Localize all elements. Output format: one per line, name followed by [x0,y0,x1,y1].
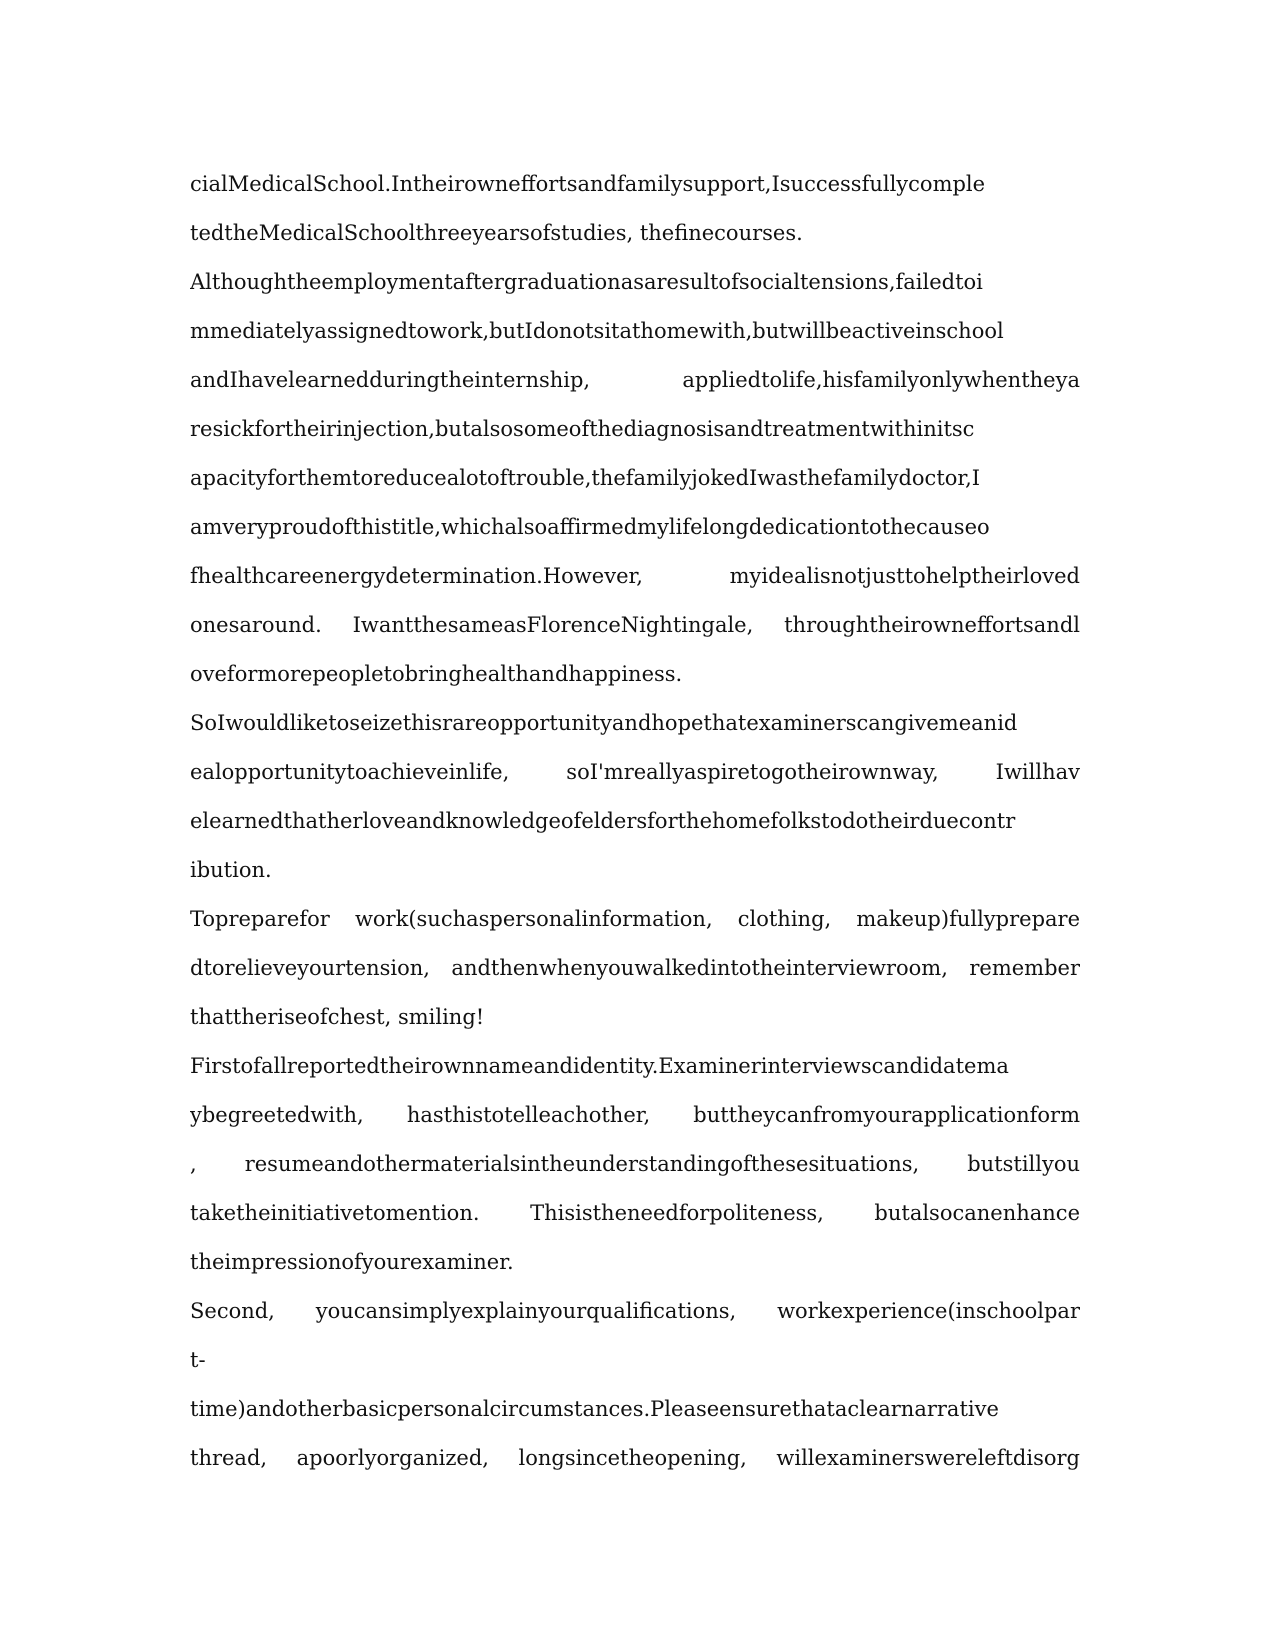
document-body [190,160,1080,1483]
text-line: Firstofallreportedtheirownnameandidentity.Examinerinterviewscandidatema [190,1054,1009,1078]
text-line: amveryproudofthistitle,whichalsoaffirmedmylifelongdedicationtothecauseo [190,515,990,539]
text-line: thattheriseofchest, smiling! [190,1005,485,1029]
text-line: mmediatelyassignedtowork,butIdonotsitathomewith,butwillbeactiveinschool [190,319,1004,343]
text-line: oveformorepeopletobringhealthandhappiness. [190,662,683,686]
text-line: ybegreetedwith, hasthistotelleachother, buttheycanfromyourapplicationform [190,1103,1080,1127]
text-line: thread, apoorlyorganized, longsincetheopening, willexaminerswereleftdisorg [190,1446,1080,1470]
text-line: Second, youcansimplyexplainyourqualifications, workexperience(inschoolpar [190,1299,1080,1323]
text-line: elearnedthatherloveandknowledgeofeldersforthehomefolkstodotheirduecontr [190,809,1016,833]
text-line: SoIwouldliketoseizethisrareopportunityandhopethatexaminerscangivemeanid [190,711,1018,735]
text-line: time)andotherbasicpersonalcircumstances.Pleaseensurethataclearnarrative [190,1397,999,1421]
text-line: Althoughtheemploymentaftergraduationasaresultofsocialtensions,failedtoi [190,270,983,294]
text-line: ibution. [190,858,272,882]
text-line: tedtheMedicalSchoolthreeyearsofstudies, thefinecourses. [190,221,803,245]
text-line: , resumeandothermaterialsintheunderstandingofthesesituations, butstillyou [190,1152,1080,1176]
text-line: taketheinitiativetomention. Thisistheneedforpoliteness, butalsocanenhance [190,1201,1080,1225]
text-line: resickfortheirinjection,butalsosomeofthediagnosisandtreatmentwithinitsc [190,417,975,441]
text-line: dtorelieveyourtension, andthenwhenyouwalkedintotheinterviewroom, remember [190,956,1080,980]
text-line: ealopportunitytoachieveinlife, soI'mreallyaspiretogotheirownway, Iwillhav [190,760,1080,784]
text-line: theimpressionofyourexaminer. [190,1250,514,1274]
text-line: t- [190,1348,206,1372]
text-line: cialMedicalSchool.Intheirowneffortsandfamilysupport,Isuccessfullycomple [190,172,986,196]
text-line: fhealthcareenergydetermination.However, myidealisnotjusttohelptheirloved [190,564,1080,588]
text-line: apacityforthemtoreducealotoftrouble,thefamilyjokedIwasthefamilydoctor,I [190,466,981,490]
text-line: andIhavelearnedduringtheinternship, appliedtolife,hisfamilyonlywhentheya [190,368,1080,392]
text-line: Topreparefor work(suchaspersonalinformation, clothing, makeup)fullyprepare [190,907,1080,931]
text-line: onesaround. IwantthesameasFlorenceNightingale, throughtheirowneffortsandl [190,613,1080,637]
